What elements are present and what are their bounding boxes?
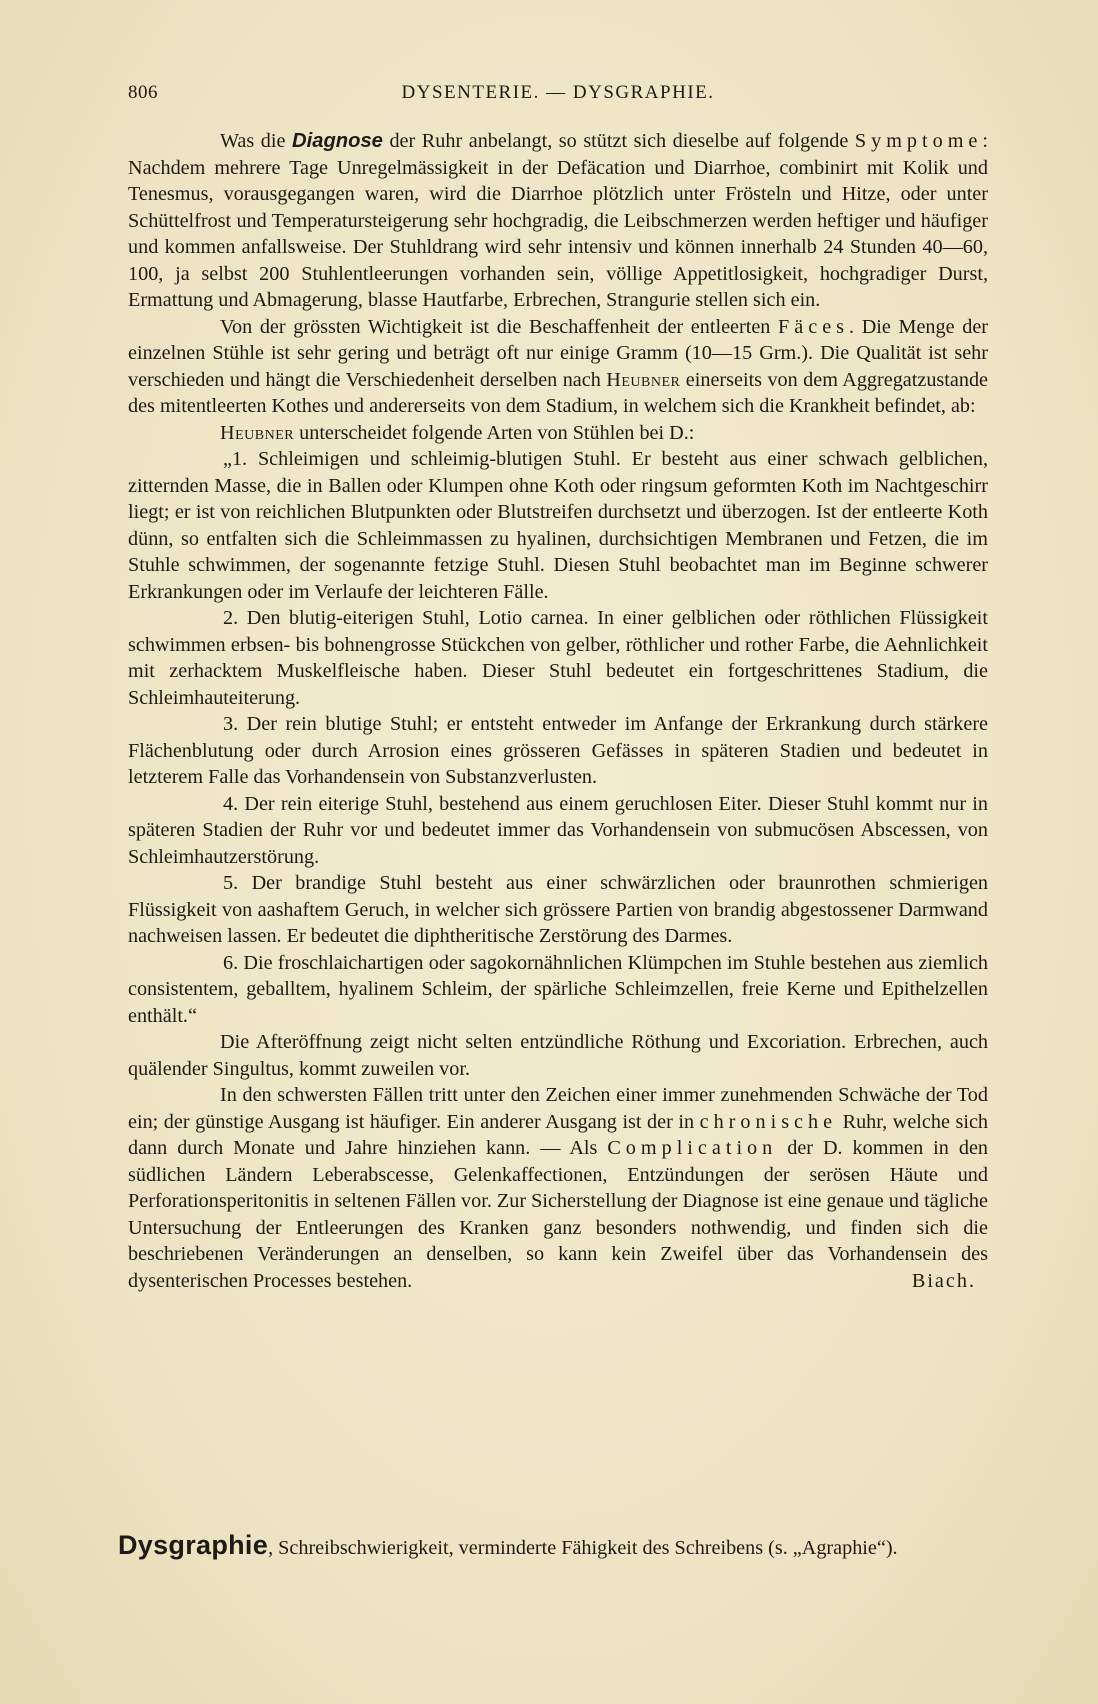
text-run: der Ruhr anbelangt, so stützt sich dieselbe auf folgende <box>382 130 855 152</box>
term-diagnose: Diagnose <box>292 130 383 152</box>
paragraph-diagnosis <box>128 128 988 314</box>
stool-type-6: 6. Die froschlaichartigen oder sagokornähnlichen Klümpchen im Stuhle bestehen aus ziemlich consistentem, geballtem, hyalinem Schleim, der spärliche Schleimzellen, freie Kerne und Epithelzellen enthält.“ <box>128 951 988 1027</box>
text-run: Von der grössten Wichtigkeit ist die Beschaffenheit der entleerten <box>220 315 779 338</box>
paragraph-outcome <box>128 1082 988 1294</box>
spaced-term-faeces: Fäces <box>778 315 850 338</box>
author-signature: Biach. <box>911 1269 976 1292</box>
text-run: einerseits von dem Aggregatzustande des mitentleerten Kothes und andererseits von dem Stadium, in welchem sich die Krankheit befindet, ab: <box>128 368 988 417</box>
page-number: 806 <box>128 82 158 103</box>
author-name: Heubner <box>220 421 295 444</box>
running-title: DYSENTERIE. — DYSGRAPHIE. <box>401 82 715 103</box>
stool-type-5: 5. Der brandige Stuhl besteht aus einer schwärzlichen oder braunrothen schmierigen Flüssigkeit von aashaftem Geruch, in welcher sich grössere Partien von brandig abgestossener Darmwand nachweisen lassen. Er bedeutet die diphtheritische Zerstörung des Darmes. <box>128 872 988 947</box>
paragraph-heubner <box>128 420 988 447</box>
entry-definition: , Schreibschwierigkeit, verminderte Fähigkeit des Schreibens (s. „Agraphie“). <box>268 1537 898 1559</box>
paragraph-anus: Die Afteröffnung zeigt nicht selten entzündliche Röthung und Excoriation. Erbrechen, auch quälender Singultus, kommt zuweilen vor. <box>128 1031 988 1080</box>
text-run: : Nachdem mehrere Tage Unregelmässigkeit in der Defäcation und Diarrhoe, combinirt mit Kolik und Tenesmus, vorausgegangen waren, wird die Diarrhoe plötzlich unter Frösteln und Hitze, oder unter Schüttelfrost und Temperatursteigerung sehr hochgradig, die Leibschmerzen werden heftiger und häufiger und kommen anfallsweise. Der Stuhldrang wird sehr intensiv und können innerhalb 24 Stunden 40—60, 100, ja selbst 200 Stuhlentleerungen vorhanden sein, völlige Appetitlosigkeit, hochgradiger Durst, Ermattung und Abmagerung, blasse Hautfarbe, Erbrechen, Strangurie stellen sich ein. <box>128 130 988 311</box>
spaced-term-chronische: chronische <box>699 1110 838 1133</box>
text-run: . Die Menge der einzelnen Stühle ist sehr gering und beträgt oft nur einige Gramm (10—15 Grm.). Die Qualität ist sehr verschieden und hängt die Verschiedenheit derselben nach <box>128 315 989 391</box>
paragraph-faeces <box>128 314 988 420</box>
spaced-term-complication: Complication <box>607 1137 778 1159</box>
text-run: unterscheidet folgende Arten von Stühlen bei D.: <box>294 421 695 444</box>
author-name: Heubner <box>606 368 681 391</box>
text-run: Was die <box>220 130 293 152</box>
stool-type-4: 4. Der rein eiterige Stuhl, bestehend aus einem geruchlosen Eiter. Dieser Stuhl kommt nur in späteren Stadien der Ruhr vor und bedeutet immer das Vorhandensein von submucösen Abscessen, von Schleimhautzerstörung. <box>128 792 988 868</box>
text-run: Ruhr, welche sich dann durch Monate und Jahre hinziehen kann. — Als <box>128 1110 988 1159</box>
text-run: der D. kommen in den südlichen Ländern Leberabscesse, Gelenkaffectionen, Entzündungen der serösen Häute und Perforationsperitonitis in seltenen Fällen vor. Zur Sicherstellung der Diagnose ist eine genaue und tägliche Untersuchung der Entleerungen des Kranken ganz besonders nothwendig, und finden sich die beschriebenen Veränderungen an denselben, so kann kein Zweifel über das Vorhandensein des dysenterischen Processes bestehen. <box>128 1137 988 1292</box>
spaced-term-symptome: Symptome <box>854 130 983 152</box>
entry-keyword: Dysgraphie <box>118 1530 269 1560</box>
running-header <box>128 82 988 112</box>
text-run: In den schwersten Fällen tritt unter den Zeichen einer immer zunehmenden Schwäche der Tod ein; der günstige Ausgang ist häufiger. Ein anderer Ausgang ist der in <box>128 1084 988 1133</box>
stool-type-2: 2. Den blutig-eiterigen Stuhl, Lotio carnea. In einer gelblichen oder röthlichen Flüssigkeit schwimmen erbsen- bis bohnengrosse Stückchen von gelber, röthlicher und rother Farbe, die Aehnlichkeit mit zerhacktem Muskelfleische haben. Dieser Stuhl bedeutet ein fortgeschrittenes Stadium, die Schleimhauteiterung. <box>128 607 988 709</box>
stool-type-3: 3. Der rein blutige Stuhl; er entsteht entweder im Anfange der Erkrankung durch stärkere Flächenblutung oder durch Arrosion eines grösseren Gefässes in späteren Stadien und bedeutet in letzterem Falle das Vorhandensein von Substanzverlusten. <box>128 713 988 788</box>
dictionary-entry-dysgraphie <box>118 1532 988 1562</box>
stool-type-1: „1. Schleimigen und schleimig-blutigen Stuhl. Er besteht aus einer schwach gelblichen, zitternden Masse, die in Ballen oder Klumpen ohne Koth oder ringsum geformten Koth im Nachtgeschirr liegt; er ist von reichlichen Blutpunkten oder Blutstreifen durchsetzt und überzogen. Ist der entleerte Koth dünn, so entfalten sich die Schleimmassen zu hyalinen, durchsichtigen Membranen und Fetzen, die im Stuhle schwimmen, der sogenannte fetzige Stuhl. Diesen Stuhl beobachtet man im Beginne schwerer Erkrankungen oder im Verlaufe der leichteren Fälle. <box>128 448 988 603</box>
article-body <box>128 128 988 1294</box>
